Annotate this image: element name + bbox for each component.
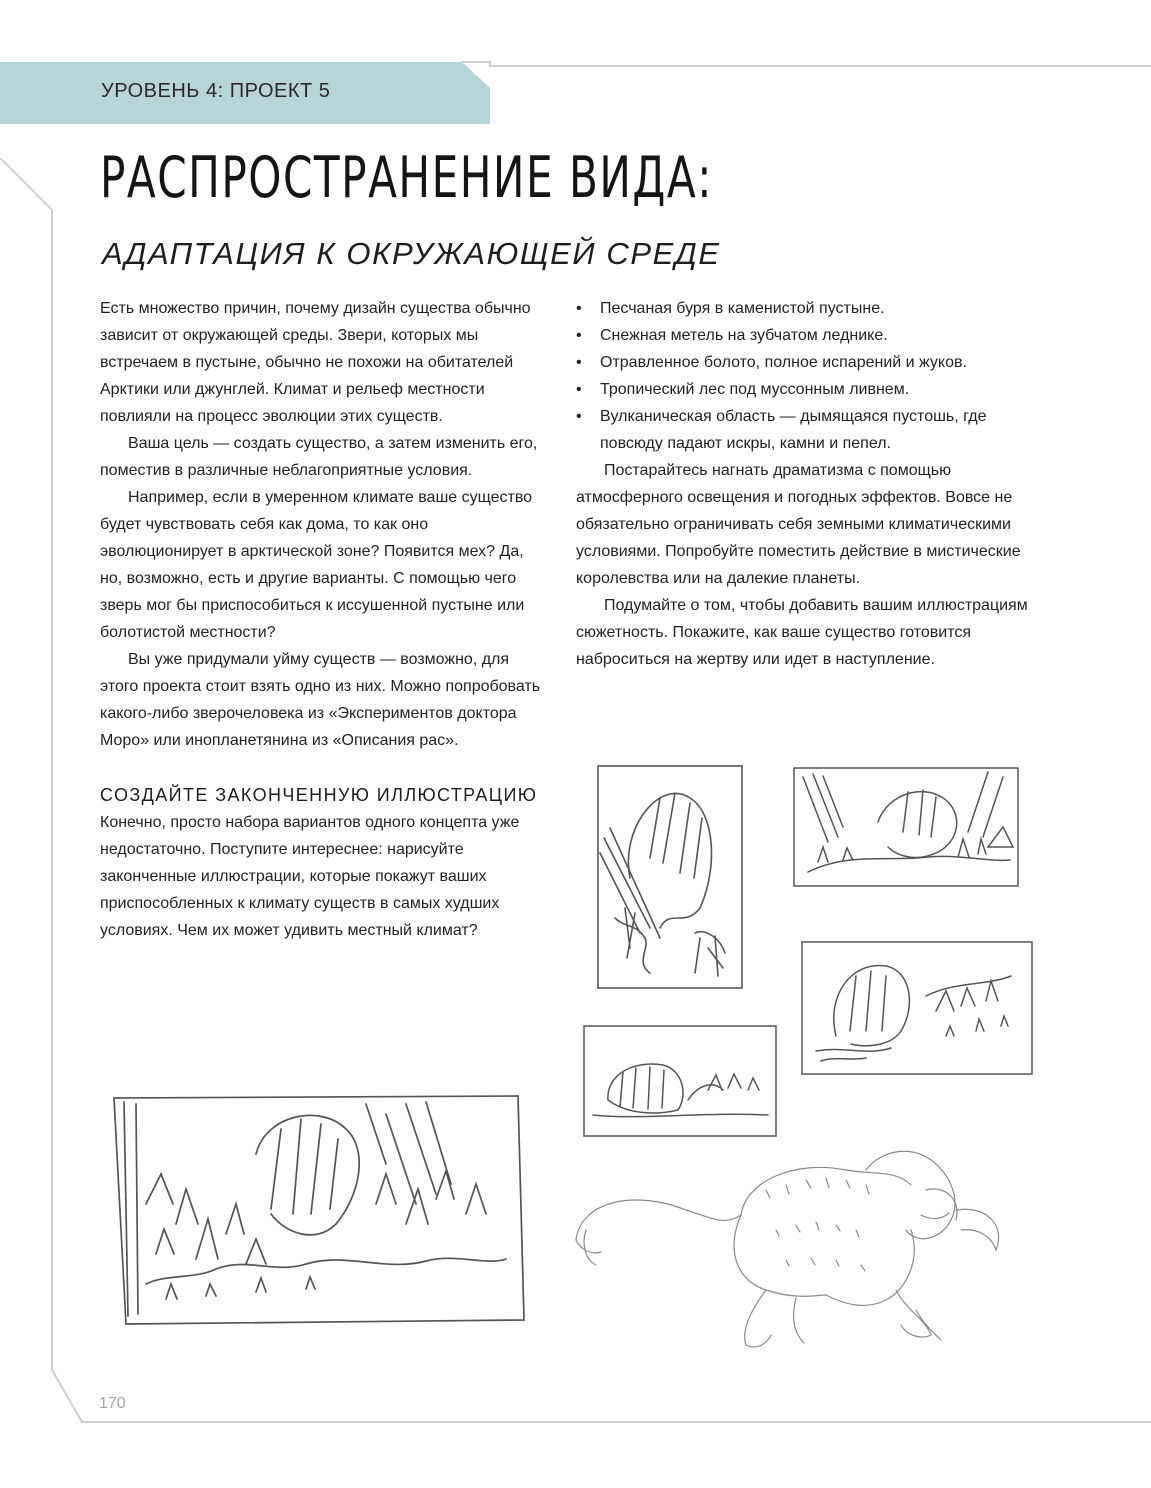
sketch-thumbnail-horizontal-top [788,762,1024,892]
left-text-column [100,295,550,944]
body-paragraph: Постарайтесь нагнать драматизма с помощью атмосферного освещения и погодных эффектов. Вовсе не обязательно ограничивать себя земными климатическими условиями. Попробуйте поместить действие в мистические королевства или на далекие планеты. [576,462,1021,587]
body-paragraph: Например, если в умеренном климате ваше существо будет чувствовать себя как дома, то как оно эволюционирует в арктической зоне? Появится мех? Да, но, возможно, есть и другие варианты. С помощью чего зверь мог бы приспособиться к иссушенной пустыне или болотистой местности? [100,489,533,641]
sketch-thumbnail-small-wide [578,1020,782,1142]
bullet-item: • Вулканическая область — дымящаяся пустошь, где повсюду падают искры, камни и пепел. [576,403,1036,457]
level-label: УРОВЕНЬ 4: ПРОЕКТ 5 [101,80,331,102]
bullet-item: • Тропический лес под муссонным ливнем. [576,376,1036,403]
body-paragraph: Вы уже придумали уйму существ — возможно, для этого проекта стоит взять одно из них. Можно попробовать какого-либо зверочеловека из «Экспериментов доктора Моро» или инопланетянина из «Описания рас». [100,651,541,749]
bullet-item: • Отравленное болото, полное испарений и жуков. [576,349,1036,376]
right-text-column [576,295,1036,673]
sketch-thumbnail-horizontal-middle [796,936,1038,1080]
intro-paragraph: Есть множество причин, почему дизайн существа обычно зависит от окружающей среды. Звери, которых мы встречаем в пустыне, обычно не похожи на обитателей Арктики или джунглей. Климат и рельеф местности повлияли на процесс эволюции этих существ. [100,300,531,425]
sketch-creature-drawing [566,1130,1052,1398]
page-number: 170 [99,1395,126,1412]
bullet-item: • Песчаная буря в каменистой пустыне. [576,295,1036,322]
page-subtitle: АДАПТАЦИЯ К ОКРУЖАЮЩЕЙ СРЕДЕ [102,236,721,271]
climate-bullet-list [576,295,1036,457]
sketch-illustration-large [106,1084,532,1332]
body-paragraph: Подумайте о том, чтобы добавить вашим иллюстрациям сюжетность. Покажите, как ваше существо готовится наброситься на жертву или идет в наступление. [576,597,1028,668]
section-heading: СОЗДАЙТЕ ЗАКОНЧЕННУЮ ИЛЛЮСТРАЦИЮ [100,785,538,805]
page-title: РАСПРОСТРАНЕНИЕ ВИДА: [100,145,713,211]
bullet-item: • Снежная метель на зубчатом леднике. [576,322,1036,349]
section-paragraph: Конечно, просто набора вариантов одного концепта уже недостаточно. Поступите интереснее: нарисуйте законченные иллюстрации, которые покажут ваших приспособленных к климату существ в самых худших условиях. Чем их может удивить местный климат? [100,814,520,939]
body-paragraph: Ваша цель — создать существо, а затем изменить его, поместив в различные неблагоприятные условия. [100,435,538,479]
sketch-thumbnail-vertical [590,758,750,996]
